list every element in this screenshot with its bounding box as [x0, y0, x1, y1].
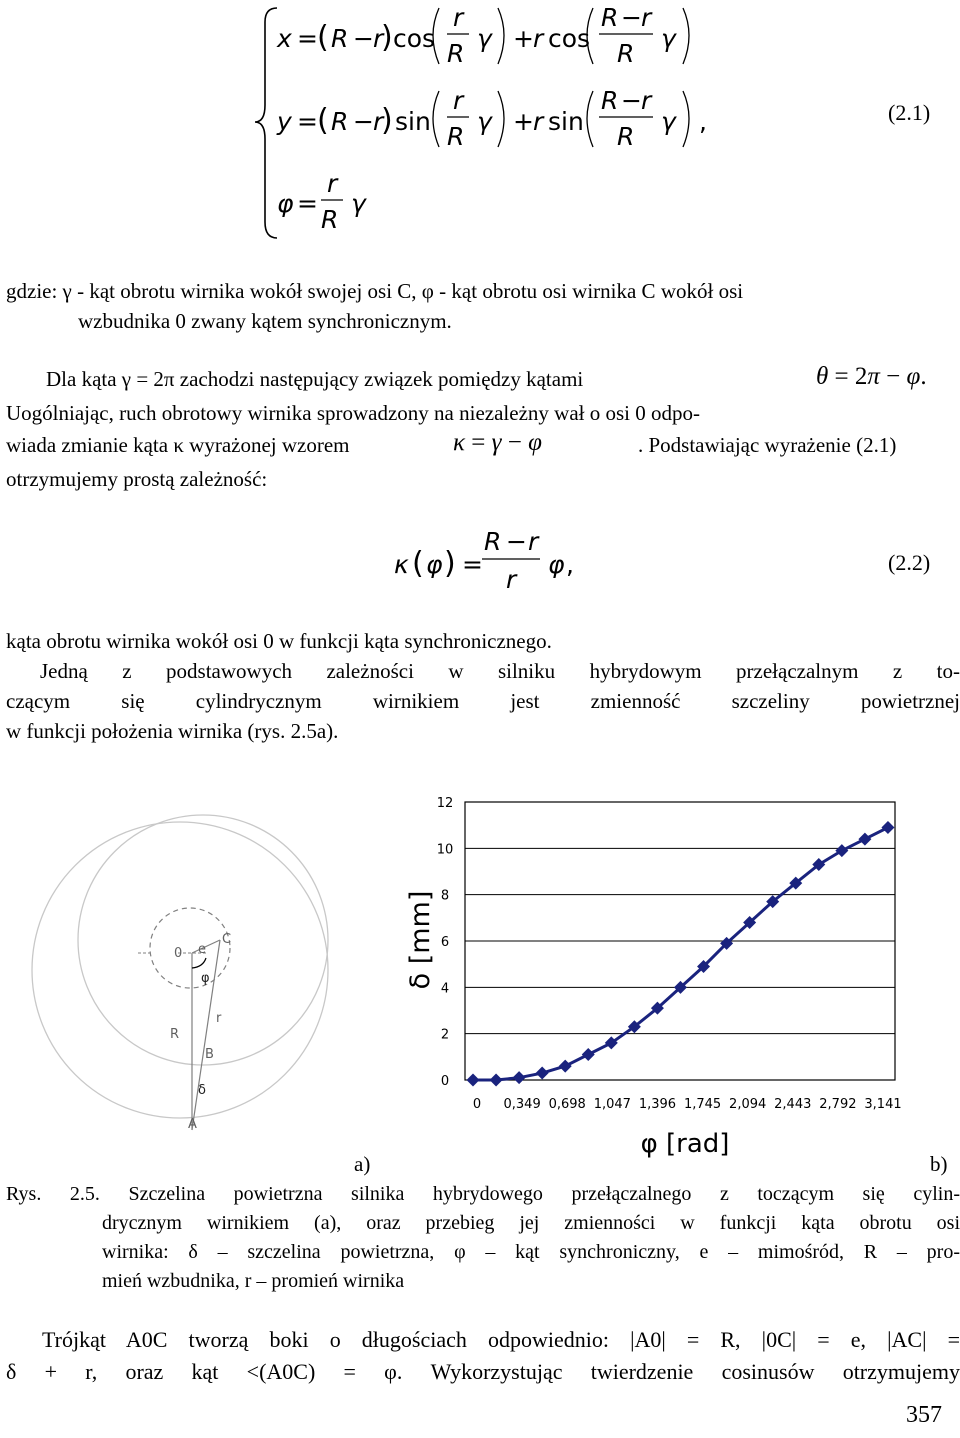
chart-y-tick-label: 8	[440, 888, 450, 904]
svg-text:−: −	[353, 107, 374, 136]
svg-text:r: r	[533, 24, 544, 53]
chart-y-tick-label: 0	[440, 1074, 450, 1089]
svg-text:φ: φ	[426, 550, 443, 579]
paragraph-jedna-line-2: czącym się cylindrycznym wirnikiem jest zmienność szczeliny powietrznej	[6, 689, 960, 713]
svg-text:=: =	[297, 189, 318, 218]
chart-series	[473, 827, 888, 1080]
svg-text:,: ,	[699, 107, 707, 136]
svg-text:R: R	[617, 39, 635, 68]
label-zero: 0	[174, 946, 183, 961]
equation-2-2-label: (2.2)	[888, 550, 931, 575]
svg-text:γ: γ	[477, 107, 492, 136]
label-phi: φ	[201, 971, 210, 986]
paragraph-gdzie	[6, 276, 960, 336]
chart-y-tick-label: 12	[436, 796, 454, 811]
paragraph-trojkat-line-2: δ + r, oraz kąt <(A0C) = φ. Wykorzystując twierdzenie cosinusów otrzymujemy	[6, 1359, 960, 1384]
svg-text:r: r	[453, 3, 464, 32]
rotor-circle	[78, 815, 328, 1065]
label-delta: δ	[198, 1083, 206, 1098]
label-b: B	[205, 1047, 214, 1062]
chart-y-ticks	[437, 796, 454, 1089]
paragraph-dla-line-4: otrzymujemy prostą zależność:	[6, 467, 268, 491]
line-0-c	[192, 940, 220, 953]
label-a: A	[188, 1117, 197, 1132]
chart-point	[536, 1067, 549, 1080]
chart-series-line	[473, 827, 888, 1080]
chart-x-tick-label: 0,349	[503, 1097, 541, 1112]
paragraph-after-eq2: kąta obrotu wirnika wokół osi 0 w funkcji kąta synchronicznego.	[6, 629, 552, 653]
svg-text:): )	[381, 103, 393, 138]
label-r-small: r	[216, 1011, 222, 1026]
formula-theta: θ = 2π − φ.	[816, 363, 927, 390]
chart-point	[858, 833, 871, 846]
svg-text:+: +	[513, 107, 534, 136]
svg-text:γ: γ	[661, 24, 676, 53]
svg-text:−: −	[621, 3, 642, 32]
svg-text:r: r	[506, 565, 517, 594]
paragraph-trojkat	[6, 1324, 960, 1388]
svg-text:(: (	[412, 546, 424, 581]
svg-text:cos: cos	[393, 24, 436, 53]
figure-a-diagram	[0, 790, 380, 1140]
chart-point	[467, 1074, 480, 1087]
chart-x-tick-label: 0,698	[548, 1097, 586, 1112]
stator-circle	[32, 822, 328, 1118]
svg-text:=: =	[297, 107, 318, 136]
chart-point	[559, 1060, 572, 1073]
paragraph-gdzie-line-1: gdzie: γ - kąt obrotu wirnika wokół swojej osi C, φ - kąt obrotu osi wirnika C wokół osi	[6, 279, 744, 303]
chart-x-tick-label: 2,792	[819, 1097, 857, 1112]
svg-text:x: x	[277, 24, 292, 53]
paragraph-dla-line-2: Uogólniając, ruch obrotowy wirnika sprowadzony na niezależny wał o osi 0 odpo-	[6, 401, 700, 425]
svg-text:−: −	[353, 24, 374, 53]
svg-text:γ: γ	[661, 107, 676, 136]
paragraph-dla-line-1: Dla kąta γ = 2π zachodzi następujący związek pomiędzy kątami	[46, 367, 584, 391]
equation-2-1-graphic	[255, 0, 725, 250]
paragraph-jedna-line-3: w funkcji położenia wirnika (rys. 2.5a).	[6, 719, 339, 743]
svg-text:R: R	[331, 24, 349, 53]
figure-b-chart	[385, 790, 960, 1170]
figure-label-a: a)	[354, 1152, 371, 1176]
svg-text:R: R	[617, 122, 635, 151]
svg-text:y: y	[277, 107, 292, 136]
chart-x-tick-label: 1,745	[683, 1097, 722, 1112]
svg-text:−: −	[621, 86, 642, 115]
caption-line-3: wirnika: δ – szczelina powietrzna, φ – kąt synchroniczny, e – mimośród, R – pro-	[102, 1241, 960, 1263]
svg-text:(: (	[317, 103, 329, 138]
svg-text:r: r	[641, 86, 652, 115]
svg-text:R: R	[601, 3, 619, 32]
chart-point	[881, 821, 894, 834]
svg-text:R: R	[331, 107, 349, 136]
chart-point	[582, 1048, 595, 1061]
svg-text:φ: φ	[548, 550, 565, 579]
svg-text:γ: γ	[351, 189, 366, 218]
svg-text:R: R	[321, 205, 339, 234]
chart-x-tick-label: 3,141	[864, 1097, 902, 1112]
formula-kappa: κ = γ − φ	[453, 429, 542, 456]
svg-text:r: r	[533, 107, 544, 136]
svg-text:φ: φ	[277, 189, 294, 218]
chart-x-tick-label: 0	[472, 1097, 482, 1112]
equation-2-1-label: (2.1)	[888, 100, 931, 125]
figure-label-b: b)	[930, 1152, 948, 1176]
caption-line-1: Rys. 2.5. Szczelina powietrzna silnika hybrydowego przełączalnego z toczącym się cylin-	[6, 1183, 960, 1205]
label-c: C	[222, 932, 232, 947]
chart-point	[490, 1074, 503, 1087]
label-r-big: R	[170, 1027, 180, 1042]
svg-text:+: +	[513, 24, 534, 53]
svg-text:r: r	[453, 86, 464, 115]
svg-text:r: r	[327, 169, 338, 198]
eccentric-path-circle	[150, 908, 230, 988]
svg-text:γ: γ	[477, 24, 492, 53]
paragraph-jedna	[6, 626, 960, 746]
paragraph-dla-line-3b: . Podstawiając wyrażenie (2.1)	[638, 433, 897, 457]
svg-text:r: r	[373, 24, 384, 53]
paragraph-jedna-line-1: Jedną z podstawowych zależności w silniku hybrydowym przełączalnym z to-	[40, 659, 960, 683]
chart-x-axis-label: φ [rad]	[640, 1129, 730, 1159]
chart-x-tick-label: 1,396	[638, 1097, 677, 1112]
chart-markers	[467, 821, 895, 1087]
svg-text:(: (	[317, 20, 329, 55]
paragraph-trojkat-line-1: Trójkąt A0C tworzą boki o długościach odpowiednio: |A0| = R, |0C| = e, |AC| =	[42, 1327, 960, 1352]
paragraph-gdzie-line-2: wzbudnika 0 zwany kątem synchronicznym.	[78, 309, 452, 333]
svg-text:R: R	[447, 39, 465, 68]
figure-caption	[6, 1180, 960, 1296]
chart-y-axis-label: δ [mm]	[405, 890, 436, 990]
caption-line-4: mień wzbudnika, r – promień wirnika	[102, 1270, 405, 1292]
page-number: 357	[906, 1402, 942, 1428]
svg-text:): )	[444, 546, 456, 581]
chart-grid	[465, 802, 895, 1080]
chart-x-ticks	[473, 1097, 902, 1112]
chart-x-tick-label: 2,443	[774, 1097, 812, 1112]
svg-text:,: ,	[566, 550, 574, 579]
svg-text:r: r	[641, 3, 652, 32]
svg-text:κ: κ	[394, 550, 409, 579]
svg-text:sin: sin	[548, 107, 584, 136]
chart-x-tick-label: 2,094	[729, 1097, 767, 1112]
paragraph-dla-line-3a: wiada zmianie kąta κ wyrażonej wzorem	[6, 433, 350, 457]
equation-2-2-graphic	[390, 522, 610, 604]
caption-line-2: drycznym wirnikiem (a), oraz przebieg jej zmienności w funkcji kąta obrotu osi	[102, 1212, 960, 1234]
paragraph-dla-kata	[6, 364, 960, 494]
svg-text:−: −	[506, 527, 527, 556]
chart-y-tick-label: 6	[440, 935, 450, 950]
label-e: e	[198, 942, 206, 957]
line-c-a	[192, 940, 220, 1130]
chart-point	[835, 844, 848, 857]
chart-y-tick-label: 2	[440, 1027, 450, 1043]
svg-text:cos: cos	[548, 24, 591, 53]
chart-y-tick-label: 10	[436, 842, 454, 858]
svg-text:): )	[381, 20, 393, 55]
svg-text:=: =	[462, 550, 483, 579]
svg-text:R: R	[447, 122, 465, 151]
chart-x-tick-label: 1,047	[593, 1097, 631, 1112]
svg-text:R: R	[601, 86, 619, 115]
chart-y-tick-label: 4	[440, 981, 450, 997]
svg-text:R: R	[484, 527, 502, 556]
svg-text:sin: sin	[395, 107, 431, 136]
svg-text:r: r	[373, 107, 384, 136]
chart-point	[513, 1071, 526, 1084]
svg-text:r: r	[528, 527, 539, 556]
svg-text:=: =	[297, 24, 318, 53]
